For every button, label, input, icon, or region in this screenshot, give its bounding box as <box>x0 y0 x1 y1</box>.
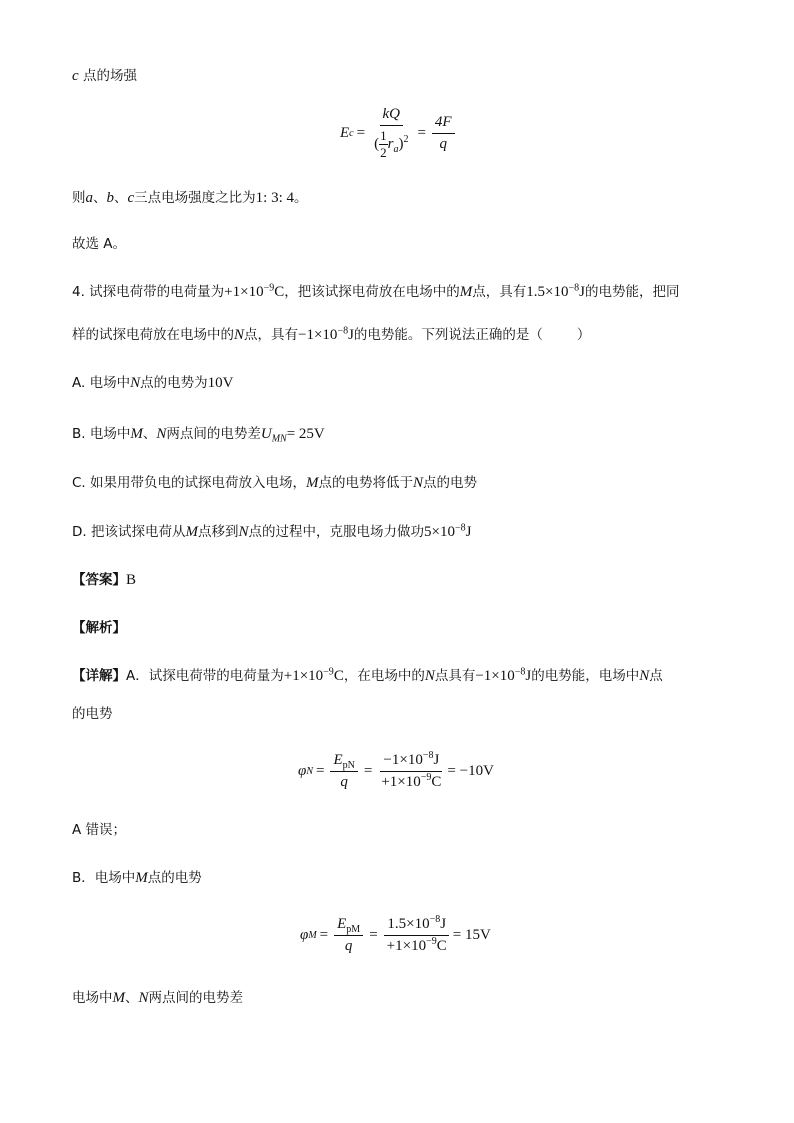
analysis-label: 【解析】 <box>72 620 126 636</box>
choose-line: 故选 A。 <box>72 236 127 252</box>
var-c: c <box>72 68 79 84</box>
b-detail-line: B．电场中M点的电势 <box>72 870 202 886</box>
option-b: B. 电场中M、N两点间的电势差$U_{MN}= 25V$ <box>72 426 325 445</box>
answer-line <box>72 570 136 590</box>
ratio-value: 1: 3: 4 <box>255 190 295 206</box>
a-wrong-line: A 错误； <box>72 822 127 838</box>
answer-value: B <box>126 572 137 588</box>
question-4-line-1: 4. 试探电荷带的电荷量为$+1\times 10^{-9}C$，把该试探电荷放在电场中的M点，具有$1.5\times 10^{-8}J$的电势能，把同 <box>72 282 680 300</box>
ratio-line: 则a、b、c三点电场强度之比为1: 3: 4。 <box>72 190 308 206</box>
ec-lhs: E <box>340 125 350 141</box>
equation-ec: E c = kQ ( $\frac{1}{2}$ $r_a)^2$ = $\frac{4F}{q}$ <box>340 106 458 161</box>
intro-c-line <box>72 66 137 86</box>
ec-den: ( $\frac{1}{2}$ $r_a)^2$ <box>374 128 409 160</box>
option-c: C. 如果用带负电的试探电荷放入电场，M点的电势将低于N点的电势 <box>72 475 478 491</box>
detail-line-1: 【详解】A．试探电荷带的电荷量为$+1\times 10^{-9}C$，在电场中的N点具有$-1\times 10^{-8}J$的电势能，电场中N点 <box>72 666 663 684</box>
detail-line-2: 的电势 <box>72 706 113 722</box>
option-a: A. 电场中N点的电势为10V <box>72 375 234 391</box>
ec-fraction <box>371 106 411 161</box>
ec-num: kQ <box>380 106 404 126</box>
last-line: 电场中M、N两点间的电势差 <box>72 990 244 1006</box>
intro-c-text: 点的场强 <box>82 68 137 84</box>
ec-rhs-fraction: $\frac{4F}{q}$ <box>432 114 455 153</box>
option-d: D. 把该试探电荷从M点移到N点的过程中，克服电场力做功$5\times 10^{-8}J$ <box>72 522 472 540</box>
equation-phi-n: φ N = $\frac{E_{pN}}{q}$ = $\frac{-1\times 10^{-8}J}{+1\times 10^{-9}C}$ = −10V <box>298 750 494 790</box>
question-4-line-2: 样的试探电荷放在电场中的N点，具有$-1\times 10^{-8}J$的电势能。下列说法正确的是（ ） <box>72 325 591 343</box>
answer-label: 【答案】 <box>72 572 126 588</box>
equation-phi-m: φ M = $\frac{E_{pM}}{q}$ = $\frac{1.5\times 10^{-8}J}{+1\times 10^{-9}C}$ = 15V <box>300 914 491 954</box>
phi-n-result: = −10V <box>447 763 494 779</box>
phi-m-result: = 15V <box>452 927 491 943</box>
